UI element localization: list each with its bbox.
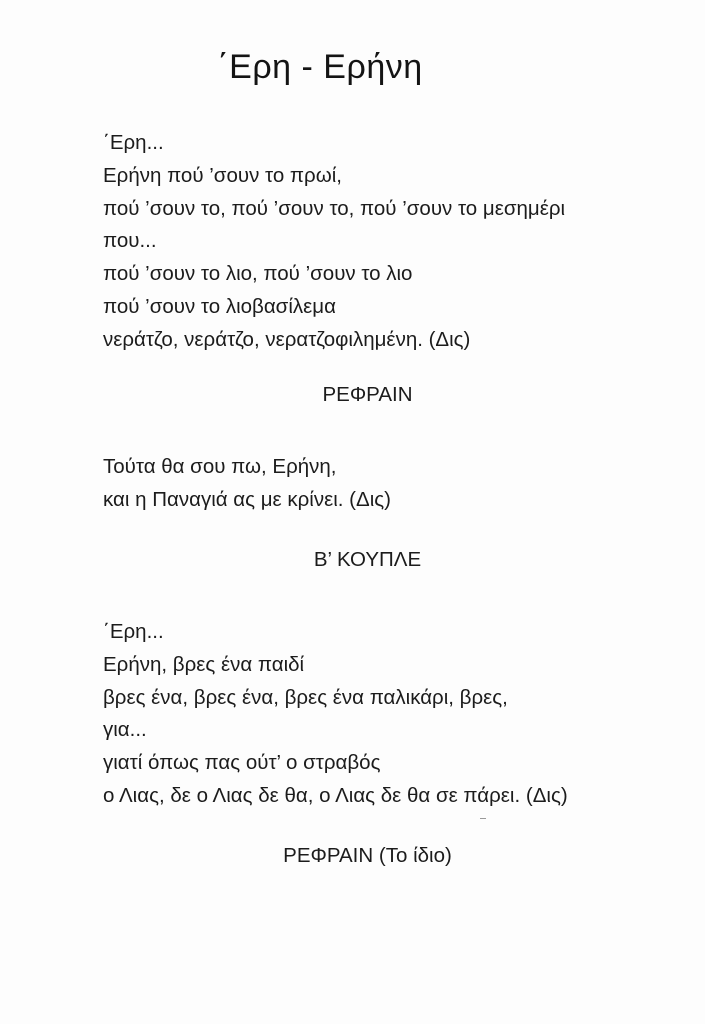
verse-line: νεράτζο, νεράτζο, νερατζοφιλημένη. (Δις) (103, 327, 471, 351)
chorus-line: Τούτα θα σου πω, Ερήνη, (103, 455, 337, 478)
second-verse (103, 616, 683, 813)
verse-line: ΄Ερη... (103, 131, 164, 154)
verse-line: βρες ένα, βρες ένα, βρες ένα παλικάρι, βρες, (103, 685, 508, 709)
verse-line: πού ’σουν το λιο, πού ’σουν το λιο (103, 262, 413, 286)
verse-line: πού ’σουν το, πού ’σουν το, πού ’σουν το μεσημέρι (103, 196, 566, 220)
second-couplet-heading: Β’ ΚΟΥΠΛΕ (313, 548, 422, 571)
chorus-line: και η Παναγιά ας με κρίνει. (Δις) (103, 487, 391, 511)
verse-line: για... (103, 718, 147, 742)
page-title: ΄Ερη - Ερήνη (217, 48, 423, 86)
chorus (103, 451, 683, 517)
verse-line: γιατί όπως πας ούτ’ ο στραβός (103, 751, 381, 775)
refrain-heading: ΡΕΦΡΑΙΝ (322, 383, 413, 406)
verse-line: ο Λιας, δε ο Λιας δε θα, ο Λιας δε θα σε πάρει. (Δις) (103, 783, 568, 807)
first-verse (103, 127, 683, 357)
verse-line: Ερήνη, βρες ένα παιδί (103, 652, 305, 676)
verse-line: ΄Ερη... (103, 620, 164, 643)
refrain-repeat-heading: ΡΕΦΡΑΙΝ (Το ίδιο) (283, 844, 452, 867)
verse-line: που... (103, 229, 157, 253)
verse-line: Ερήνη πού ’σουν το πρωί, (103, 163, 342, 187)
scan-speck (480, 818, 486, 819)
verse-line: πού ’σουν το λιοβασίλεμα (103, 294, 336, 318)
